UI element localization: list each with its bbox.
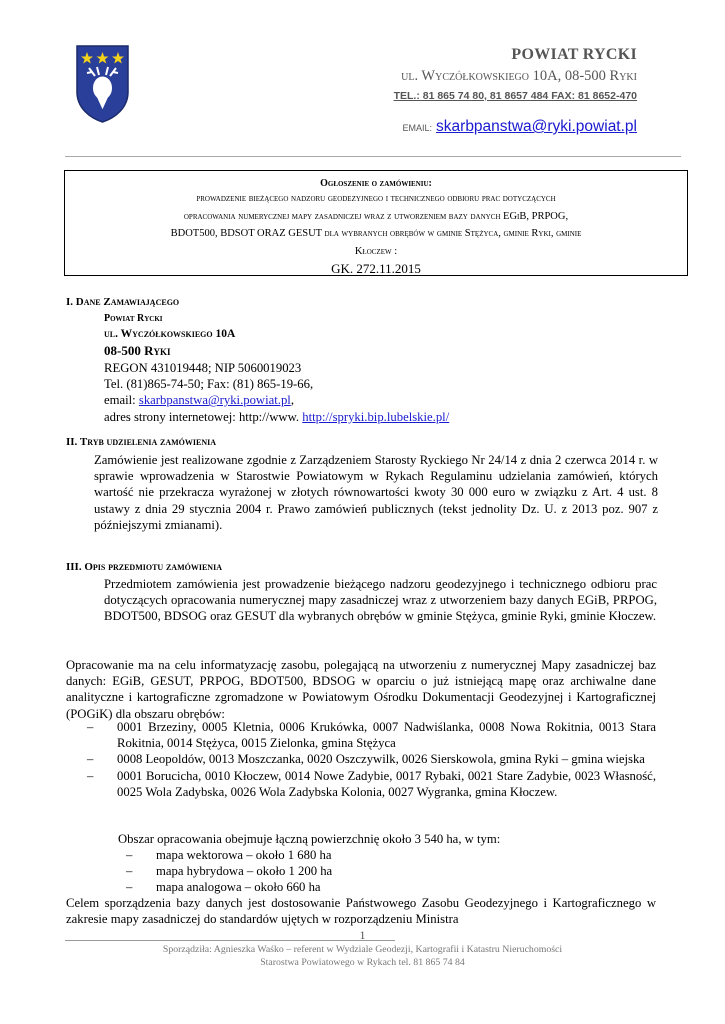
header-email-line xyxy=(403,118,637,136)
announcement-box xyxy=(64,170,688,276)
precinct-list xyxy=(87,719,656,800)
contact-street: ul. Wyczółkowskiego 10A xyxy=(104,328,236,340)
section3-heading: III. Opis przedmiotu zamówienia xyxy=(66,561,222,573)
map-type-list xyxy=(126,847,526,896)
contact-www-line: adres strony internetowej: http://www. http://spryki.bip.lubelskie.pl/ xyxy=(104,409,450,424)
announcement-title: Ogłoszenie o zamówieniu: xyxy=(320,178,432,189)
footer-divider xyxy=(65,940,395,941)
list-item: – mapa analogowa – około 660 ha xyxy=(126,879,526,895)
contact-www-link[interactable]: http://spryki.bip.lubelskie.pl/ xyxy=(302,409,450,424)
contact-city: 08-500 Ryki xyxy=(104,343,171,358)
list-item: – mapa wektorowa – około 1 680 ha xyxy=(126,847,526,863)
contact-tel: Tel. (81)865-74-50; Fax: (81) 865-19-66, xyxy=(104,377,314,392)
list-item: – mapa hybrydowa – około 1 200 ha xyxy=(126,863,526,879)
announcement-subject: prowadzenie bieżącego nadzoru geodezyjnego i technicznego odbioru prac dotyczących opracowania numerycznej mapy zasadniczej wraz z utworzeniem bazy danych EGiB, PRPOG, BDOT500, BDSOT ORAZ GESUT dla wybranych obrębów w gminie Stężyca, gminie Ryki, gminie Kłoczew : xyxy=(170,193,582,257)
section2-heading: II. Tryb udzielenia zamówienia xyxy=(66,436,216,448)
list-item: – 0001 Borucicha, 0010 Kłoczew, 0014 Nowe Zadybie, 0017 Rybaki, 0021 Stare Zadybie, 0023 Własność, 0025 Wola Zadybska, 0026 Wola Zadybska Kolonia, 0027 Wygranka, gmina Kłoczew. xyxy=(87,768,656,800)
header-phone-fax: TEL.: 81 865 74 80, 81 8657 484 FAX: 81 8652-470 xyxy=(393,90,637,102)
footer-author: Sporządziła: Agnieszka Waśko – referent w Wydziale Geodezji, Kartografii i Katastru Nieruchomości xyxy=(162,944,563,955)
contact-email-line: email: skarbpanstwa@ryki.powiat.pl, xyxy=(104,393,294,408)
section3-paragraph: Opracowanie ma na celu informatyzację zasobu, polegającą na utworzeniu z numerycznej Mapy zasadniczej baz danych: EGiB, GESUT, PRPOG, BDOT500, BDSOG w oparciu o już istniejącą mapę oraz archiwalne dane analityczne i kartograficzne zgromadzone w Powiatowym Ośrodku Dokumentacji Geodezyjnej i Kartograficznej (POGiK) dla obszaru obrębów: xyxy=(66,658,656,721)
contact-regon: REGON 431019448; NIP 5060019023 xyxy=(104,361,302,375)
section3-intro: Przedmiotem zamówienia jest prowadzenie bieżącego nadzoru geodezyjnego i technicznego odbioru prac dotyczących opracowania numerycznej mapy zasadniczej wraz z utworzeniem bazy danych EGiB, PRPOG, BDOT500, BDSOG oraz GESUT dla wybranych obrębów w gminie Stężyca, gminie Ryki, gminie Kłoczew. xyxy=(104,577,657,624)
contact-email-link[interactable]: skarbpanstwa@ryki.powiat.pl xyxy=(138,393,291,408)
footer-office: Starostwa Powiatowego w Rykach tel. 81 865 74 84 xyxy=(260,957,465,968)
area-total: Obszar opracowania obejmuje łączną powierzchnię około 3 540 ha, w tym: xyxy=(118,832,501,846)
section3-purpose: Celem sporządzenia bazy danych jest dostosowanie Państwowego Zasobu Geodezyjnego i Kartograficznego w zakresie mapy zasadniczej do standardów ujętych w rozporządzeniu Ministra xyxy=(66,896,656,927)
header-email-label: EMAIL: xyxy=(402,123,433,133)
header-email-link[interactable]: skarbpanstwa@ryki.powiat.pl xyxy=(436,118,637,135)
section2-text: Zamówienie jest realizowane zgodnie z Zarządzeniem Starosty Ryckiego Nr 24/14 z dnia 2 czerwca 2014 r. w sprawie wprowadzenia w Starostwie Powiatowym w Rykach Regulaminu udzielania zamówień, których wartość nie przekracza wyrażonej w złotych równowartości kwoty 30 000 euro w związku z Art. 4 ust. 8 ustawy z dnia 29 stycznia 2004 r. Prawo zamówień publicznych (tekst jednolity Dz. U. z 2013 poz. 907 z późniejszymi zmianami). xyxy=(94,453,658,532)
section1-heading: I. Dane Zamawiającego xyxy=(66,296,180,308)
announcement-reference: GK. 272.11.2015 xyxy=(331,261,421,276)
contact-name: Powiat Rycki xyxy=(104,313,163,324)
coat-of-arms-logo xyxy=(75,44,130,124)
page-number: 1 xyxy=(359,928,366,942)
list-item: – 0008 Leopoldów, 0013 Moszczanka, 0020 Oszczywilk, 0026 Sierskowola, gmina Ryki – gmina wiejska xyxy=(87,751,656,767)
list-item: – 0001 Brzeziny, 0005 Kletnia, 0006 Krukówka, 0007 Nadwiślanka, 0008 Nowa Rokitnia, 0013 Stara Rokitnia, 0014 Stężyca, 0015 Zielonka, gmina Stężyca xyxy=(87,719,656,751)
header-org-name: POWIAT RYCKI xyxy=(511,46,637,63)
header-divider xyxy=(65,156,681,157)
section1-contact xyxy=(104,311,664,425)
header-address: ul. Wyczółkowskiego 10A, 08-500 Ryki xyxy=(401,68,637,84)
